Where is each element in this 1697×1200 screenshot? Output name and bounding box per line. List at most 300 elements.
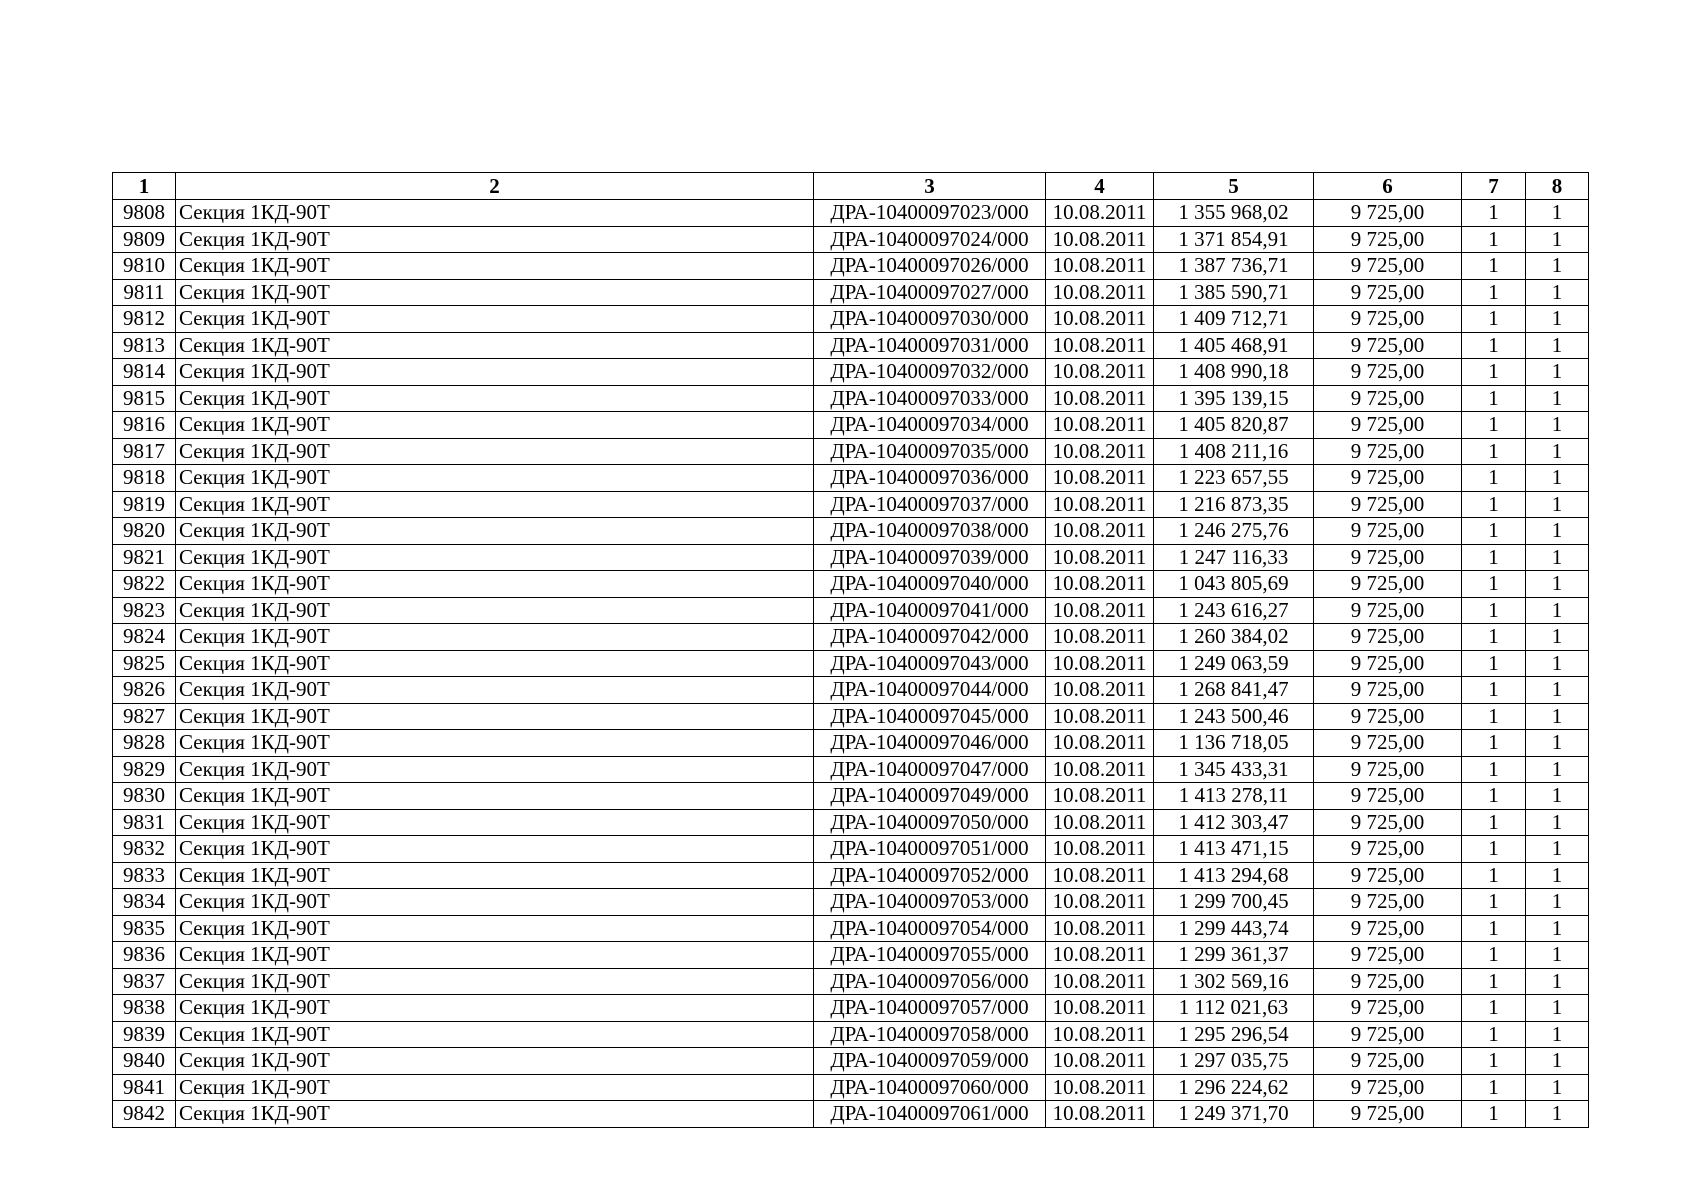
item-name-cell: Секция 1КД-90Т [176,862,814,889]
column-header-5: 5 [1154,173,1314,200]
count-cell: 1 [1526,438,1589,465]
count-cell: 1 [1526,412,1589,439]
document-number-cell: ДРА-10400097049/000 [814,783,1046,810]
table-row [113,332,1589,359]
value-cell: 9 725,00 [1314,571,1462,598]
value-cell: 9 725,00 [1314,200,1462,227]
item-name-cell: Секция 1КД-90Т [176,518,814,545]
count-cell: 1 [1526,332,1589,359]
table-row [113,200,1589,227]
date-cell: 10.08.2011 [1046,279,1154,306]
item-name-cell: Секция 1КД-90Т [176,200,814,227]
row-number-cell: 9828 [113,730,176,757]
document-number-cell: ДРА-10400097046/000 [814,730,1046,757]
amount-cell: 1 412 303,47 [1154,809,1314,836]
item-name-cell: Секция 1КД-90Т [176,1021,814,1048]
value-cell: 9 725,00 [1314,862,1462,889]
quantity-cell: 1 [1462,942,1526,969]
quantity-cell: 1 [1462,968,1526,995]
row-number-cell: 9841 [113,1074,176,1101]
date-cell: 10.08.2011 [1046,200,1154,227]
document-number-cell: ДРА-10400097031/000 [814,332,1046,359]
quantity-cell: 1 [1462,1021,1526,1048]
amount-cell: 1 395 139,15 [1154,385,1314,412]
item-name-cell: Секция 1КД-90Т [176,306,814,333]
count-cell: 1 [1526,544,1589,571]
count-cell: 1 [1526,836,1589,863]
date-cell: 10.08.2011 [1046,995,1154,1022]
date-cell: 10.08.2011 [1046,836,1154,863]
document-number-cell: ДРА-10400097060/000 [814,1074,1046,1101]
amount-cell: 1 355 968,02 [1154,200,1314,227]
column-header-8: 8 [1526,173,1589,200]
document-number-cell: ДРА-10400097043/000 [814,650,1046,677]
amount-cell: 1 405 468,91 [1154,332,1314,359]
date-cell: 10.08.2011 [1046,571,1154,598]
value-cell: 9 725,00 [1314,703,1462,730]
quantity-cell: 1 [1462,385,1526,412]
row-number-cell: 9817 [113,438,176,465]
row-number-cell: 9822 [113,571,176,598]
amount-cell: 1 216 873,35 [1154,491,1314,518]
column-header-1: 1 [113,173,176,200]
value-cell: 9 725,00 [1314,1048,1462,1075]
value-cell: 9 725,00 [1314,915,1462,942]
table-row [113,836,1589,863]
row-number-cell: 9815 [113,385,176,412]
quantity-cell: 1 [1462,650,1526,677]
value-cell: 9 725,00 [1314,730,1462,757]
quantity-cell: 1 [1462,332,1526,359]
quantity-cell: 1 [1462,200,1526,227]
row-number-cell: 9824 [113,624,176,651]
document-number-cell: ДРА-10400097036/000 [814,465,1046,492]
count-cell: 1 [1526,1021,1589,1048]
date-cell: 10.08.2011 [1046,942,1154,969]
value-cell: 9 725,00 [1314,809,1462,836]
amount-cell: 1 247 116,33 [1154,544,1314,571]
amount-cell: 1 296 224,62 [1154,1074,1314,1101]
count-cell: 1 [1526,465,1589,492]
count-cell: 1 [1526,518,1589,545]
table-row [113,465,1589,492]
quantity-cell: 1 [1462,677,1526,704]
document-number-cell: ДРА-10400097051/000 [814,836,1046,863]
document-number-cell: ДРА-10400097056/000 [814,968,1046,995]
table-row [113,809,1589,836]
amount-cell: 1 112 021,63 [1154,995,1314,1022]
date-cell: 10.08.2011 [1046,359,1154,386]
item-name-cell: Секция 1КД-90Т [176,915,814,942]
item-name-cell: Секция 1КД-90Т [176,544,814,571]
row-number-cell: 9809 [113,226,176,253]
count-cell: 1 [1526,915,1589,942]
table-row [113,544,1589,571]
amount-cell: 1 136 718,05 [1154,730,1314,757]
amount-cell: 1 043 805,69 [1154,571,1314,598]
count-cell: 1 [1526,968,1589,995]
row-number-cell: 9813 [113,332,176,359]
count-cell: 1 [1526,279,1589,306]
table-row [113,756,1589,783]
count-cell: 1 [1526,703,1589,730]
column-header-6: 6 [1314,173,1462,200]
value-cell: 9 725,00 [1314,597,1462,624]
date-cell: 10.08.2011 [1046,968,1154,995]
document-number-cell: ДРА-10400097052/000 [814,862,1046,889]
row-number-cell: 9834 [113,889,176,916]
table-row [113,703,1589,730]
quantity-cell: 1 [1462,915,1526,942]
quantity-cell: 1 [1462,889,1526,916]
count-cell: 1 [1526,359,1589,386]
table-row [113,942,1589,969]
quantity-cell: 1 [1462,306,1526,333]
row-number-cell: 9814 [113,359,176,386]
quantity-cell: 1 [1462,809,1526,836]
item-name-cell: Секция 1КД-90Т [176,253,814,280]
quantity-cell: 1 [1462,544,1526,571]
date-cell: 10.08.2011 [1046,915,1154,942]
column-header-7: 7 [1462,173,1526,200]
item-name-cell: Секция 1КД-90Т [176,1074,814,1101]
quantity-cell: 1 [1462,571,1526,598]
document-number-cell: ДРА-10400097038/000 [814,518,1046,545]
table-row [113,571,1589,598]
quantity-cell: 1 [1462,1048,1526,1075]
row-number-cell: 9830 [113,783,176,810]
value-cell: 9 725,00 [1314,491,1462,518]
row-number-cell: 9831 [113,809,176,836]
count-cell: 1 [1526,889,1589,916]
amount-cell: 1 260 384,02 [1154,624,1314,651]
item-name-cell: Секция 1КД-90Т [176,571,814,598]
amount-cell: 1 299 700,45 [1154,889,1314,916]
quantity-cell: 1 [1462,491,1526,518]
item-name-cell: Секция 1КД-90Т [176,438,814,465]
row-number-cell: 9840 [113,1048,176,1075]
item-name-cell: Секция 1КД-90Т [176,942,814,969]
date-cell: 10.08.2011 [1046,544,1154,571]
quantity-cell: 1 [1462,465,1526,492]
quantity-cell: 1 [1462,253,1526,280]
document-number-cell: ДРА-10400097045/000 [814,703,1046,730]
amount-cell: 1 243 500,46 [1154,703,1314,730]
table-body [113,200,1589,1128]
date-cell: 10.08.2011 [1046,783,1154,810]
table-row [113,677,1589,704]
count-cell: 1 [1526,597,1589,624]
table-row [113,279,1589,306]
amount-cell: 1 387 736,71 [1154,253,1314,280]
amount-cell: 1 302 569,16 [1154,968,1314,995]
table-row [113,968,1589,995]
count-cell: 1 [1526,677,1589,704]
item-name-cell: Секция 1КД-90Т [176,809,814,836]
value-cell: 9 725,00 [1314,650,1462,677]
value-cell: 9 725,00 [1314,995,1462,1022]
date-cell: 10.08.2011 [1046,889,1154,916]
document-number-cell: ДРА-10400097057/000 [814,995,1046,1022]
item-name-cell: Секция 1КД-90Т [176,650,814,677]
row-number-cell: 9842 [113,1101,176,1128]
date-cell: 10.08.2011 [1046,862,1154,889]
count-cell: 1 [1526,783,1589,810]
table-row [113,1021,1589,1048]
item-name-cell: Секция 1КД-90Т [176,836,814,863]
amount-cell: 1 371 854,91 [1154,226,1314,253]
document-number-cell: ДРА-10400097058/000 [814,1021,1046,1048]
date-cell: 10.08.2011 [1046,624,1154,651]
date-cell: 10.08.2011 [1046,1048,1154,1075]
row-number-cell: 9820 [113,518,176,545]
document-number-cell: ДРА-10400097030/000 [814,306,1046,333]
count-cell: 1 [1526,942,1589,969]
value-cell: 9 725,00 [1314,968,1462,995]
document-number-cell: ДРА-10400097034/000 [814,412,1046,439]
value-cell: 9 725,00 [1314,544,1462,571]
column-header-3: 3 [814,173,1046,200]
date-cell: 10.08.2011 [1046,756,1154,783]
data-table [112,172,1589,1128]
row-number-cell: 9827 [113,703,176,730]
item-name-cell: Секция 1КД-90Т [176,491,814,518]
value-cell: 9 725,00 [1314,518,1462,545]
quantity-cell: 1 [1462,279,1526,306]
value-cell: 9 725,00 [1314,359,1462,386]
date-cell: 10.08.2011 [1046,332,1154,359]
row-number-cell: 9808 [113,200,176,227]
date-cell: 10.08.2011 [1046,1101,1154,1128]
table-row [113,306,1589,333]
quantity-cell: 1 [1462,412,1526,439]
item-name-cell: Секция 1КД-90Т [176,783,814,810]
count-cell: 1 [1526,862,1589,889]
table-row [113,226,1589,253]
value-cell: 9 725,00 [1314,889,1462,916]
date-cell: 10.08.2011 [1046,306,1154,333]
quantity-cell: 1 [1462,836,1526,863]
table-row [113,412,1589,439]
row-number-cell: 9826 [113,677,176,704]
value-cell: 9 725,00 [1314,942,1462,969]
value-cell: 9 725,00 [1314,1101,1462,1128]
amount-cell: 1 299 361,37 [1154,942,1314,969]
document-number-cell: ДРА-10400097027/000 [814,279,1046,306]
row-number-cell: 9823 [113,597,176,624]
quantity-cell: 1 [1462,438,1526,465]
count-cell: 1 [1526,226,1589,253]
row-number-cell: 9825 [113,650,176,677]
amount-cell: 1 409 712,71 [1154,306,1314,333]
value-cell: 9 725,00 [1314,1074,1462,1101]
quantity-cell: 1 [1462,703,1526,730]
table-row [113,385,1589,412]
table-row [113,730,1589,757]
item-name-cell: Секция 1КД-90Т [176,279,814,306]
document-number-cell: ДРА-10400097039/000 [814,544,1046,571]
row-number-cell: 9836 [113,942,176,969]
value-cell: 9 725,00 [1314,385,1462,412]
document-number-cell: ДРА-10400097053/000 [814,889,1046,916]
item-name-cell: Секция 1КД-90Т [176,332,814,359]
amount-cell: 1 268 841,47 [1154,677,1314,704]
value-cell: 9 725,00 [1314,438,1462,465]
table-row [113,597,1589,624]
item-name-cell: Секция 1КД-90Т [176,359,814,386]
document-number-cell: ДРА-10400097050/000 [814,809,1046,836]
table-row [113,491,1589,518]
date-cell: 10.08.2011 [1046,226,1154,253]
date-cell: 10.08.2011 [1046,650,1154,677]
row-number-cell: 9821 [113,544,176,571]
amount-cell: 1 297 035,75 [1154,1048,1314,1075]
document-number-cell: ДРА-10400097023/000 [814,200,1046,227]
item-name-cell: Секция 1КД-90Т [176,968,814,995]
row-number-cell: 9835 [113,915,176,942]
row-number-cell: 9837 [113,968,176,995]
item-name-cell: Секция 1КД-90Т [176,756,814,783]
document-number-cell: ДРА-10400097059/000 [814,1048,1046,1075]
document-number-cell: ДРА-10400097032/000 [814,359,1046,386]
count-cell: 1 [1526,200,1589,227]
quantity-cell: 1 [1462,730,1526,757]
amount-cell: 1 405 820,87 [1154,412,1314,439]
quantity-cell: 1 [1462,1101,1526,1128]
date-cell: 10.08.2011 [1046,1074,1154,1101]
quantity-cell: 1 [1462,226,1526,253]
count-cell: 1 [1526,385,1589,412]
quantity-cell: 1 [1462,1074,1526,1101]
row-number-cell: 9819 [113,491,176,518]
date-cell: 10.08.2011 [1046,809,1154,836]
document-number-cell: ДРА-10400097040/000 [814,571,1046,598]
table-row [113,915,1589,942]
column-header-4: 4 [1046,173,1154,200]
row-number-cell: 9832 [113,836,176,863]
date-cell: 10.08.2011 [1046,518,1154,545]
item-name-cell: Секция 1КД-90Т [176,624,814,651]
document-number-cell: ДРА-10400097061/000 [814,1101,1046,1128]
amount-cell: 1 408 990,18 [1154,359,1314,386]
table-row [113,1101,1589,1128]
date-cell: 10.08.2011 [1046,703,1154,730]
quantity-cell: 1 [1462,597,1526,624]
table-row [113,518,1589,545]
table-row [113,889,1589,916]
value-cell: 9 725,00 [1314,253,1462,280]
document-number-cell: ДРА-10400097047/000 [814,756,1046,783]
amount-cell: 1 413 471,15 [1154,836,1314,863]
count-cell: 1 [1526,730,1589,757]
date-cell: 10.08.2011 [1046,438,1154,465]
count-cell: 1 [1526,1048,1589,1075]
item-name-cell: Секция 1КД-90Т [176,412,814,439]
value-cell: 9 725,00 [1314,226,1462,253]
value-cell: 9 725,00 [1314,677,1462,704]
row-number-cell: 9829 [113,756,176,783]
value-cell: 9 725,00 [1314,1021,1462,1048]
date-cell: 10.08.2011 [1046,385,1154,412]
amount-cell: 1 413 294,68 [1154,862,1314,889]
table-row [113,359,1589,386]
count-cell: 1 [1526,756,1589,783]
amount-cell: 1 223 657,55 [1154,465,1314,492]
document-number-cell: ДРА-10400097024/000 [814,226,1046,253]
table-row [113,624,1589,651]
document-number-cell: ДРА-10400097026/000 [814,253,1046,280]
count-cell: 1 [1526,995,1589,1022]
value-cell: 9 725,00 [1314,756,1462,783]
item-name-cell: Секция 1КД-90Т [176,730,814,757]
table-row [113,862,1589,889]
document-number-cell: ДРА-10400097044/000 [814,677,1046,704]
value-cell: 9 725,00 [1314,465,1462,492]
count-cell: 1 [1526,253,1589,280]
document-number-cell: ДРА-10400097041/000 [814,597,1046,624]
item-name-cell: Секция 1КД-90Т [176,1048,814,1075]
count-cell: 1 [1526,491,1589,518]
row-number-cell: 9810 [113,253,176,280]
item-name-cell: Секция 1КД-90Т [176,465,814,492]
date-cell: 10.08.2011 [1046,465,1154,492]
amount-cell: 1 249 371,70 [1154,1101,1314,1128]
table-row [113,253,1589,280]
item-name-cell: Секция 1КД-90Т [176,1101,814,1128]
document-number-cell: ДРА-10400097033/000 [814,385,1046,412]
row-number-cell: 9812 [113,306,176,333]
value-cell: 9 725,00 [1314,306,1462,333]
value-cell: 9 725,00 [1314,332,1462,359]
amount-cell: 1 249 063,59 [1154,650,1314,677]
quantity-cell: 1 [1462,783,1526,810]
document-number-cell: ДРА-10400097055/000 [814,942,1046,969]
count-cell: 1 [1526,306,1589,333]
quantity-cell: 1 [1462,995,1526,1022]
date-cell: 10.08.2011 [1046,1021,1154,1048]
document-number-cell: ДРА-10400097035/000 [814,438,1046,465]
amount-cell: 1 413 278,11 [1154,783,1314,810]
quantity-cell: 1 [1462,518,1526,545]
amount-cell: 1 243 616,27 [1154,597,1314,624]
date-cell: 10.08.2011 [1046,491,1154,518]
document-number-cell: ДРА-10400097054/000 [814,915,1046,942]
item-name-cell: Секция 1КД-90Т [176,597,814,624]
table-header-row [113,173,1589,200]
item-name-cell: Секция 1КД-90Т [176,703,814,730]
date-cell: 10.08.2011 [1046,597,1154,624]
date-cell: 10.08.2011 [1046,412,1154,439]
row-number-cell: 9838 [113,995,176,1022]
table-row [113,1074,1589,1101]
row-number-cell: 9818 [113,465,176,492]
table-row [113,438,1589,465]
date-cell: 10.08.2011 [1046,677,1154,704]
amount-cell: 1 408 211,16 [1154,438,1314,465]
table-row [113,995,1589,1022]
count-cell: 1 [1526,1101,1589,1128]
table-row [113,783,1589,810]
count-cell: 1 [1526,650,1589,677]
amount-cell: 1 385 590,71 [1154,279,1314,306]
amount-cell: 1 345 433,31 [1154,756,1314,783]
value-cell: 9 725,00 [1314,836,1462,863]
value-cell: 9 725,00 [1314,279,1462,306]
item-name-cell: Секция 1КД-90Т [176,385,814,412]
quantity-cell: 1 [1462,862,1526,889]
item-name-cell: Секция 1КД-90Т [176,226,814,253]
table-row [113,650,1589,677]
